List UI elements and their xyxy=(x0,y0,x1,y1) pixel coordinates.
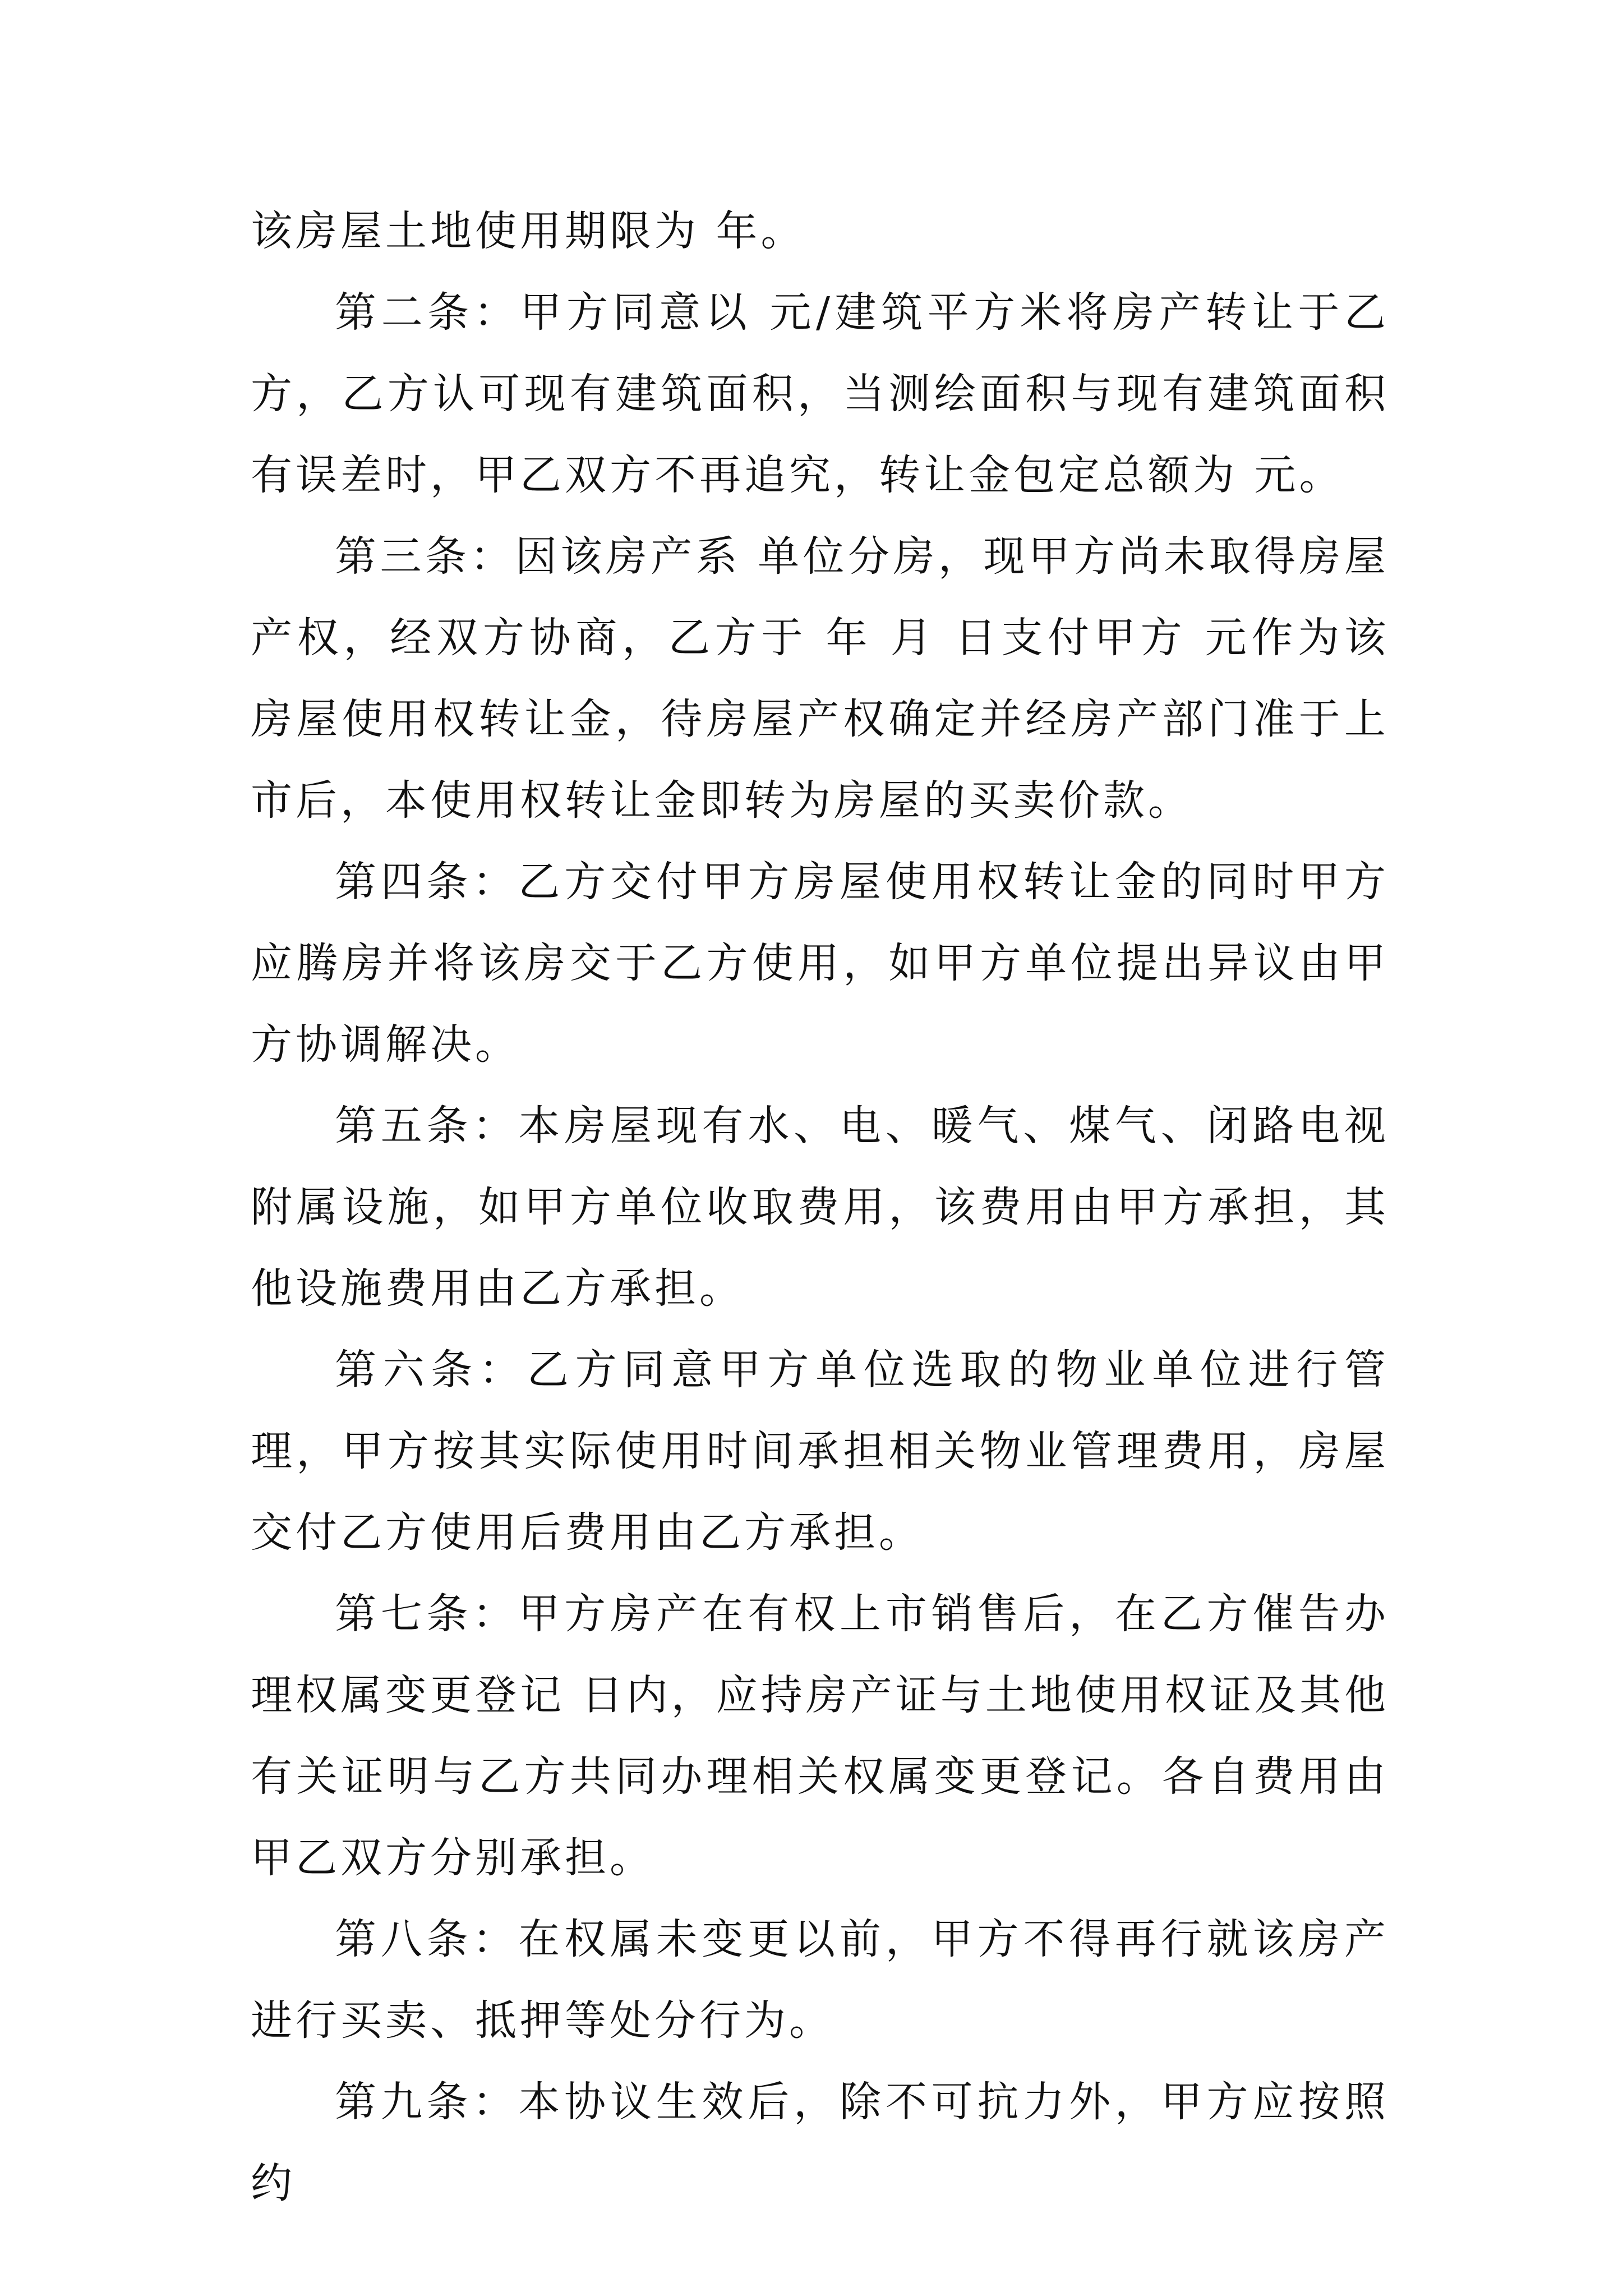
paragraph-land-use-term: 该房屋土地使用期限为 年。 xyxy=(251,207,806,255)
paragraph-article-6: 第六条：乙方同意甲方单位选取的物业单位进行管理，甲方按其实际使用时间承担相关物业管理费用，房屋交付乙方使用后费用由乙方承担。 xyxy=(251,1346,1389,1557)
paragraph-article-5: 第五条：本房屋现有水、电、暖气、煤气、闭路电视附属设施，如甲方单位收取费用，该费用由甲方承担，其他设施费用由乙方承担。 xyxy=(251,1102,1389,1313)
paragraph-article-4: 第四条：乙方交付甲方房屋使用权转让金的同时甲方应腾房并将该房交于乙方使用，如甲方单位提出异议由甲方协调解决。 xyxy=(251,858,1389,1069)
paragraph-article-7: 第七条：甲方房产在有权上市销售后，在乙方催告办理权属变更登记 日内，应持房产证与土地使用权证及其他有关证明与乙方共同办理相关权属变更登记。各自费用由甲乙双方分别承担。 xyxy=(251,1590,1389,1882)
paragraph-article-3: 第三条：因该房产系 单位分房，现甲方尚未取得房屋产权，经双方协商，乙方于 年 月 日支付甲方 元作为该房屋使用权转让金，待房屋产权确定并经房产部门准于上市后，本使用权转让金即转为房屋的买卖价款。 xyxy=(251,532,1389,825)
paragraph-article-9: 第九条：本协议生效后，除不可抗力外，甲方应按照约 xyxy=(251,2078,1389,2207)
paragraph-article-8: 第八条：在权属未变更以前，甲方不得再行就该房产进行买卖、抵押等处分行为。 xyxy=(251,1915,1389,2045)
document-body xyxy=(251,191,1389,2224)
paragraph-article-2: 第二条：甲方同意以 元/建筑平方米将房产转让于乙方，乙方认可现有建筑面积，当测绘面积与现有建筑面积有误差时，甲乙双方不再追究，转让金包定总额为 元。 xyxy=(251,288,1389,499)
